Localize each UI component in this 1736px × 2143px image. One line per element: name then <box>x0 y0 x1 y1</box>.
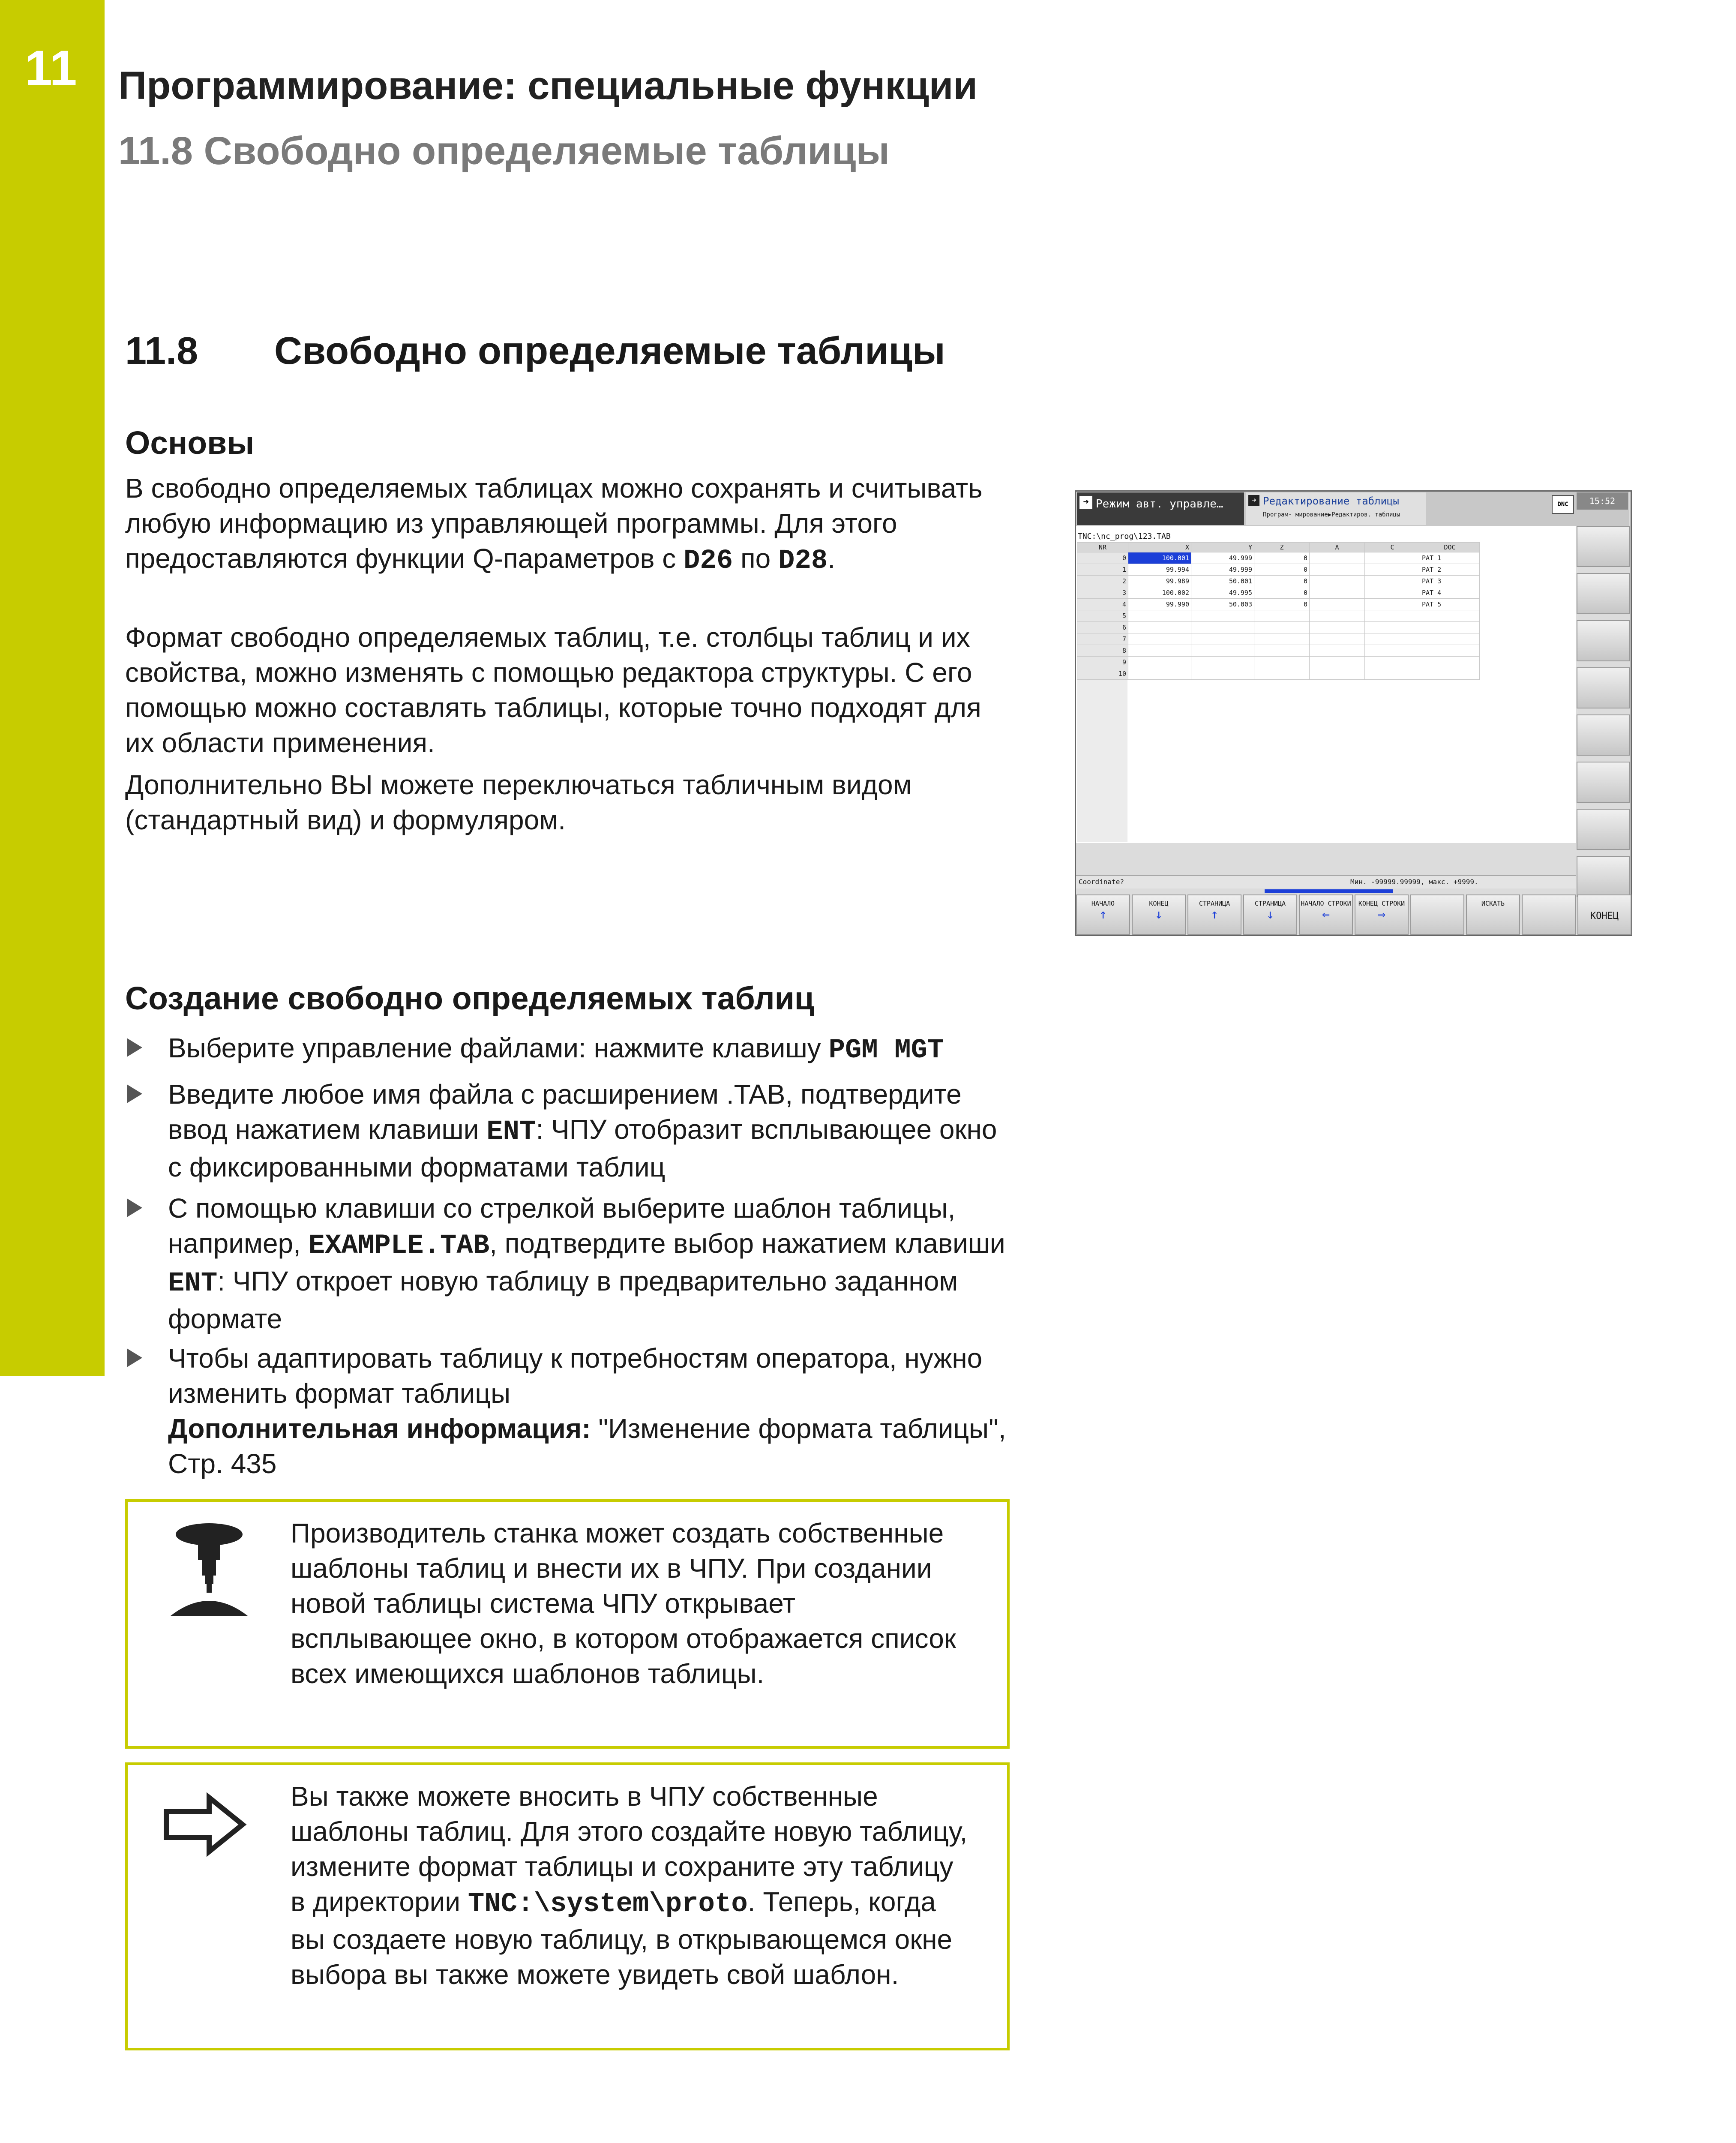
bullet-triangle-icon <box>127 1348 142 1367</box>
col-header-c[interactable]: C <box>1365 543 1420 552</box>
table-cell-nr[interactable]: 6 <box>1077 622 1128 633</box>
table-cell-y[interactable]: 50.001 <box>1191 576 1254 587</box>
bullet-triangle-icon <box>127 1038 142 1057</box>
table-cell-a[interactable] <box>1310 657 1365 668</box>
table-cell-z[interactable] <box>1254 668 1310 680</box>
table-row[interactable] <box>1077 552 1480 564</box>
bullet-2-text-a: Введите любое имя файла с расширением .TAB, подтвердите ввод нажатием клавиши <box>168 1079 962 1145</box>
vertical-softkey-3[interactable] <box>1577 620 1630 661</box>
table-cell-z[interactable] <box>1254 657 1310 668</box>
input-range: Мин. -99999.99999, макс. +9999. <box>1350 878 1478 886</box>
bullet-3-text-a: С помощью клавиши со стрелкой выберите шаблон таблицы, например, <box>168 1193 956 1259</box>
table-cell-doc[interactable]: PAT 1 <box>1420 552 1480 564</box>
table-cell-x[interactable] <box>1128 610 1191 622</box>
input-prompt: Coordinate? <box>1079 878 1124 886</box>
code-example-tab: EXAMPLE.TAB <box>308 1231 490 1261</box>
softkey-1[interactable] <box>1076 894 1130 935</box>
table-cell-nr[interactable]: 2 <box>1077 576 1128 587</box>
progress-bar <box>1265 889 1393 893</box>
softkey-10[interactable] <box>1577 894 1631 935</box>
edit-mode-tab[interactable] <box>1246 492 1426 525</box>
table-cell-doc[interactable] <box>1420 633 1480 645</box>
softkey-8[interactable] <box>1466 894 1520 935</box>
table-cell-x[interactable]: 99.989 <box>1128 576 1191 587</box>
table-row[interactable] <box>1077 599 1480 610</box>
machine-manufacturer-note <box>125 1499 1010 1749</box>
table-cell-a[interactable] <box>1310 668 1365 680</box>
code-d26: D26 <box>684 546 733 576</box>
bullet-3-text-b: , подтвердите выбор нажатием клавиши <box>489 1228 1005 1259</box>
softkey-arrow-icon: ↑ <box>1099 907 1107 922</box>
basics-paragraph-1 <box>125 471 1008 579</box>
bullet-3-text-c: : ЧПУ откроет новую таблицу в предварительно заданном формате <box>168 1266 958 1334</box>
col-header-a[interactable]: A <box>1310 543 1365 552</box>
table-cell-doc[interactable] <box>1420 657 1480 668</box>
tip-note <box>125 1762 1010 2050</box>
table-row[interactable] <box>1077 576 1480 587</box>
col-header-nr[interactable]: NR <box>1077 543 1128 552</box>
table-row[interactable] <box>1077 633 1480 645</box>
table-cell-y[interactable]: 49.999 <box>1191 564 1254 576</box>
table-cell-z[interactable]: 0 <box>1254 576 1310 587</box>
table-cell-c[interactable] <box>1365 668 1420 680</box>
vertical-softkey-2[interactable] <box>1577 573 1630 614</box>
table-cell-x[interactable] <box>1128 645 1191 657</box>
table-cell-a[interactable] <box>1310 610 1365 622</box>
table-cell-c[interactable] <box>1365 657 1420 668</box>
table-cell-doc[interactable] <box>1420 668 1480 680</box>
note-2-text-b: . Теперь, когда вы создаете новую таблицу, в открывающемся окне выбора вы также можете увидеть свой шаблон. <box>291 1886 953 1990</box>
tnc-table <box>1077 542 1480 680</box>
basics-p1-text-b: по <box>733 543 779 574</box>
table-cell-y[interactable]: 49.999 <box>1191 552 1254 564</box>
basics-heading: Основы <box>125 425 255 461</box>
vertical-softkey-1[interactable] <box>1577 526 1630 567</box>
table-cell-z[interactable]: 0 <box>1254 552 1310 564</box>
edit-mode-label: Редактирование таблицы <box>1263 495 1399 507</box>
table-cell-y[interactable]: 49.995 <box>1191 587 1254 599</box>
softkey-9[interactable] <box>1522 894 1576 935</box>
table-cell-doc[interactable] <box>1420 610 1480 622</box>
table-cell-y[interactable] <box>1191 645 1254 657</box>
note-1-text: Производитель станка может создать собственные шаблоны таблиц и внести их в ЧПУ. При создании новой таблицы система ЧПУ открывает всплывающее окно, в котором отображается список всех имеющихся шаблонов таблицы. <box>291 1518 956 1689</box>
bullet-triangle-icon <box>127 1084 142 1103</box>
table-cell-z[interactable]: 0 <box>1254 587 1310 599</box>
tnc-screenshot <box>1075 490 1632 936</box>
vertical-softkey-4[interactable] <box>1577 667 1630 708</box>
vertical-softkey-5[interactable] <box>1577 714 1630 756</box>
chapter-subtitle: 11.8 Свободно определяемые таблицы <box>118 129 890 173</box>
table-cell-nr[interactable]: 4 <box>1077 599 1128 610</box>
table-cell-nr[interactable]: 0 <box>1077 552 1128 564</box>
col-header-doc[interactable]: DOC <box>1420 543 1480 552</box>
section-number: 11.8 <box>125 330 198 372</box>
table-cell-nr[interactable]: 7 <box>1077 633 1128 645</box>
proto-path: TNC:\system\proto <box>468 1889 748 1920</box>
table-header-row <box>1077 543 1480 552</box>
more-info-link[interactable]: "Изменение формата таблицы", Стр. 435 <box>168 1413 1006 1479</box>
list-item <box>127 1077 1010 1185</box>
table-cell-nr[interactable]: 3 <box>1077 587 1128 599</box>
file-path: TNC:\nc_prog\123.TAB <box>1078 532 1171 541</box>
list-item <box>127 1191 1010 1336</box>
col-header-z[interactable]: Z <box>1254 543 1310 552</box>
vertical-softkey-7[interactable] <box>1577 809 1630 850</box>
table-row[interactable] <box>1077 564 1480 576</box>
note-2-text <box>291 1779 973 1992</box>
vertical-softkey-panel <box>1577 526 1631 903</box>
softkey-arrow-icon: ↓ <box>1154 907 1163 922</box>
table-cell-z[interactable] <box>1254 645 1310 657</box>
machine-tool-icon <box>162 1522 256 1624</box>
softkey-label: НАЧАЛО СТРОКИ <box>1301 900 1351 907</box>
table-cell-x[interactable]: 100.001 <box>1128 552 1191 564</box>
chapter-sidebar <box>0 0 105 1376</box>
softkey-6[interactable] <box>1355 894 1409 935</box>
table-cell-c[interactable] <box>1365 576 1420 587</box>
dnc-badge: DNC <box>1552 495 1574 514</box>
table-cell-x[interactable]: 99.990 <box>1128 599 1191 610</box>
softkey-label: СТРАНИЦА <box>1254 900 1286 907</box>
softkey-label: КОНЕЦ СТРОКИ <box>1358 900 1405 907</box>
table-cell-y[interactable]: 50.003 <box>1191 599 1254 610</box>
softkey-4[interactable] <box>1243 894 1297 935</box>
table-cell-doc[interactable]: PAT 4 <box>1420 587 1480 599</box>
col-header-x[interactable]: X <box>1128 543 1191 552</box>
table-cell-y[interactable] <box>1191 622 1254 633</box>
table-cell-c[interactable] <box>1365 587 1420 599</box>
table-cell-y[interactable] <box>1191 610 1254 622</box>
clock: 15:52 <box>1577 492 1628 510</box>
softkey-arrow-icon: ↓ <box>1266 907 1274 922</box>
table-cell-nr[interactable]: 5 <box>1077 610 1128 622</box>
softkey-row <box>1076 894 1631 936</box>
table-cell-x[interactable] <box>1128 622 1191 633</box>
chapter-number: 11 <box>25 41 77 96</box>
softkey-7[interactable] <box>1410 894 1464 935</box>
vertical-softkey-6[interactable] <box>1577 762 1630 803</box>
key-pgm-mgt: PGM MGT <box>828 1035 944 1066</box>
bullet-1-text: Выберите управление файлами: нажмите клавишу <box>168 1032 829 1063</box>
softkey-label: ИСКАТЬ <box>1481 900 1505 907</box>
table-cell-c[interactable] <box>1365 610 1420 622</box>
more-info-label: Дополнительная информация: <box>168 1413 591 1444</box>
table-cell-doc[interactable] <box>1420 622 1480 633</box>
basics-p1-text-c: . <box>828 543 836 574</box>
basics-paragraph-2: Формат свободно определяемых таблиц, т.е. столбцы таблиц и их свойства, можно изменять с помощью редактора структуры. С его помощью можно составлять таблицы, которые точно подходят для их области применения. <box>125 622 981 758</box>
softkey-arrow-icon: ↑ <box>1210 907 1219 922</box>
softkey-label: КОНЕЦ <box>1149 900 1169 907</box>
table-cell-doc[interactable]: PAT 5 <box>1420 599 1480 610</box>
table-cell-a[interactable] <box>1310 576 1365 587</box>
mode-arrow-icon: ➜ <box>1079 496 1092 509</box>
table-cell-x[interactable] <box>1128 633 1191 645</box>
table-cell-z[interactable] <box>1254 610 1310 622</box>
table-cell-a[interactable] <box>1310 564 1365 576</box>
table-cell-x[interactable] <box>1128 668 1191 680</box>
softkey-arrow-icon: ⇒ <box>1377 907 1386 922</box>
table-cell-c[interactable] <box>1365 599 1420 610</box>
table-cell-doc[interactable]: PAT 3 <box>1420 576 1480 587</box>
table-cell-z[interactable] <box>1254 622 1310 633</box>
create-heading: Создание свободно определяемых таблиц <box>125 980 814 1016</box>
input-status-line[interactable] <box>1076 875 1576 888</box>
table-cell-a[interactable] <box>1310 552 1365 564</box>
table-row[interactable] <box>1077 610 1480 622</box>
note-2-text-a: Вы также можете вносить в ЧПУ собственные шаблоны таблиц. Для этого создайте новую таблицу, измените формат таблицы и сохраните эту таблицу в директории <box>291 1781 968 1917</box>
bullet-4-text-a: Чтобы адаптировать таблицу к потребностям оператора, нужно изменить формат таблицы <box>168 1343 983 1409</box>
table-cell-c[interactable] <box>1365 645 1420 657</box>
table-cell-a[interactable] <box>1310 599 1365 610</box>
arrow-right-icon <box>162 1792 248 1857</box>
softkey-5[interactable] <box>1299 894 1353 935</box>
table-cell-a[interactable] <box>1310 645 1365 657</box>
list-item <box>127 1341 1010 1481</box>
table-cell-a[interactable] <box>1310 633 1365 645</box>
table-cell-y[interactable] <box>1191 668 1254 680</box>
col-header-y[interactable]: Y <box>1191 543 1254 552</box>
softkey-3[interactable] <box>1187 894 1241 935</box>
edit-mode-sublabel: Програм- мирование▶Редактиров. таблицы <box>1263 511 1400 518</box>
vertical-softkey-8[interactable] <box>1577 856 1630 897</box>
section-title: Свободно определяемые таблицы <box>274 330 945 372</box>
table-cell-x[interactable]: 100.002 <box>1128 587 1191 599</box>
bullet-triangle-icon <box>127 1198 142 1217</box>
table-cell-x[interactable]: 99.994 <box>1128 564 1191 576</box>
table-cell-doc[interactable] <box>1420 645 1480 657</box>
softkey-arrow-icon: ⇐ <box>1322 907 1330 922</box>
table-cell-a[interactable] <box>1310 622 1365 633</box>
bullet-2-text-b: : ЧПУ отобразит всплывающее окно с фиксированными форматами таблиц <box>168 1114 997 1183</box>
table-cell-nr[interactable]: 10 <box>1077 668 1128 680</box>
table-cell-c[interactable] <box>1365 633 1420 645</box>
basics-p1-text-a: В свободно определяемых таблицах можно сохранять и считывать любую информацию из управляющей программы. Для этого предоставляются функции Q-параметров с <box>125 473 983 574</box>
basics-paragraph-3: Дополнительно ВЫ можете переключаться табличным видом (стандартный вид) и формуляром. <box>125 769 912 835</box>
table-cell-c[interactable] <box>1365 564 1420 576</box>
table-row[interactable] <box>1077 657 1480 668</box>
list-item <box>127 1030 1010 1068</box>
table-cell-nr[interactable]: 1 <box>1077 564 1128 576</box>
table-row[interactable] <box>1077 645 1480 657</box>
chapter-title: Программирование: специальные функции <box>118 64 978 108</box>
table-row[interactable] <box>1077 587 1480 599</box>
table-row[interactable] <box>1077 622 1480 633</box>
table-cell-z[interactable]: 0 <box>1254 564 1310 576</box>
table-cell-c[interactable] <box>1365 552 1420 564</box>
table-row[interactable] <box>1077 668 1480 680</box>
table-cell-y[interactable] <box>1191 633 1254 645</box>
table-cell-nr[interactable]: 8 <box>1077 645 1128 657</box>
table-cell-nr[interactable]: 9 <box>1077 657 1128 668</box>
edit-mode-icon: ➜ <box>1248 495 1259 506</box>
table-cell-z[interactable] <box>1254 633 1310 645</box>
code-d28: D28 <box>778 546 828 576</box>
table-cell-a[interactable] <box>1310 587 1365 599</box>
table-cell-doc[interactable]: PAT 2 <box>1420 564 1480 576</box>
table-cell-x[interactable] <box>1128 657 1191 668</box>
key-ent: ENT <box>486 1117 536 1147</box>
table-cell-c[interactable] <box>1365 622 1420 633</box>
softkey-label: КОНЕЦ <box>1590 911 1619 921</box>
table-cell-z[interactable]: 0 <box>1254 599 1310 610</box>
machine-mode-label: Режим авт. управле… <box>1096 498 1223 510</box>
softkey-2[interactable] <box>1132 894 1186 935</box>
softkey-label: СТРАНИЦА <box>1199 900 1230 907</box>
table-cell-y[interactable] <box>1191 657 1254 668</box>
machine-mode-tab[interactable] <box>1077 492 1244 525</box>
softkey-label: НАЧАЛО <box>1091 900 1115 907</box>
key-ent: ENT <box>168 1268 218 1299</box>
